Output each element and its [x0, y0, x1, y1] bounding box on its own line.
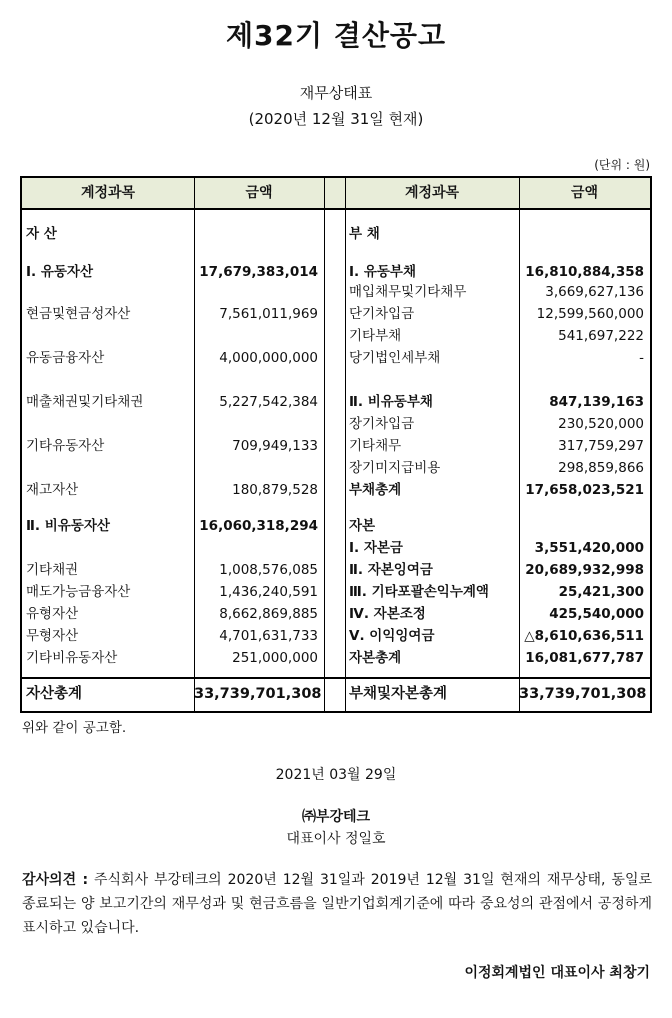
account-amount: 20,689,932,998: [525, 562, 644, 578]
table-row: [22, 626, 650, 646]
account-label: 유형자산: [26, 606, 79, 622]
table-row: [22, 282, 650, 302]
table-row: [22, 560, 650, 580]
header-amount-right: 금액: [570, 185, 599, 201]
account-label: 기타유동자산: [26, 438, 105, 454]
account-label: 무형자산: [26, 628, 79, 644]
account-label: Ⅳ. 자본조정: [349, 606, 426, 622]
account-label: Ⅰ. 자본금: [349, 540, 403, 556]
account-label: 부채총계: [349, 482, 402, 498]
account-amount: 709,949,133: [232, 438, 318, 454]
company-name: ㈜부강테크: [301, 809, 371, 825]
table-row: [22, 262, 650, 282]
account-amount: 230,520,000: [558, 416, 644, 432]
total-assets-label: 자산총계: [26, 686, 83, 702]
account-amount: 4,701,631,733: [219, 628, 318, 644]
account-label: 자 산: [26, 226, 57, 242]
account-amount: -: [639, 350, 644, 366]
header-amount-left: 금액: [245, 185, 273, 201]
account-label: Ⅱ. 비유동부채: [349, 394, 433, 410]
statement-subtitle: 재무상태표: [299, 84, 373, 102]
table-row: [22, 480, 650, 500]
account-label: 기타부채: [349, 328, 402, 344]
table-row: [22, 392, 650, 412]
account-amount: 1,436,240,591: [219, 584, 318, 600]
unit-label: (단위 : 원): [594, 158, 650, 172]
account-label: 기타비유동자산: [26, 650, 118, 666]
account-amount: 425,540,000: [549, 606, 644, 622]
table-row: [22, 224, 650, 244]
account-label: 현금및현금성자산: [26, 306, 131, 322]
account-amount: 17,679,383,014: [199, 264, 318, 280]
table-row: [22, 414, 650, 434]
account-label: 유동금융자산: [26, 350, 105, 366]
account-label: Ⅱ. 비유동자산: [26, 518, 110, 534]
auditor-signature: 이정회계법인 대표이사 최창기: [464, 965, 650, 981]
total-liab-equity-label: 부채및자본총계: [349, 686, 448, 702]
account-label: Ⅲ. 기타포괄손익누계액: [349, 584, 489, 600]
account-label: Ⅴ. 이익잉여금: [349, 628, 435, 644]
header-account-right: 계정과목: [404, 185, 460, 201]
account-label: 매입채무및기타채무: [349, 284, 467, 300]
audit-text: 주식회사 부강테크의 2020년 12월 31일과 2019년 12월 31일 현재의 재무상태, 동일로 종료되는 양 보고기간의 재무성과 및 현금흐름을 일반기업회계기준에 따라 중요성의 관점에서 공정하게 표시하고 있습니다.: [22, 872, 652, 936]
account-amount: 251,000,000: [232, 650, 318, 666]
account-label: 장기차입금: [349, 416, 415, 432]
table-row: [22, 516, 650, 536]
table-row: [22, 648, 650, 668]
account-amount: △8,610,636,511: [524, 628, 644, 644]
totals-divider: [22, 677, 650, 679]
account-amount: 180,879,528: [232, 482, 318, 498]
table-row: [22, 604, 650, 624]
account-label: 당기법인세부채: [349, 350, 441, 366]
audit-label: 감사의견 :: [22, 872, 89, 888]
table-row: [22, 326, 650, 346]
total-assets-value: 33,739,701,308: [194, 686, 322, 702]
total-liab-equity-value: 33,739,701,308: [519, 686, 647, 702]
table-row: [22, 348, 650, 368]
account-amount: 17,658,023,521: [525, 482, 644, 498]
account-label: 자본: [349, 518, 376, 534]
table-row: [22, 304, 650, 324]
table-row: [22, 538, 650, 558]
account-amount: 16,060,318,294: [199, 518, 318, 534]
account-amount: 541,697,222: [558, 328, 644, 344]
account-amount: 8,662,869,885: [219, 606, 318, 622]
account-amount: 1,008,576,085: [219, 562, 318, 578]
account-amount: 5,227,542,384: [219, 394, 318, 410]
account-label: Ⅰ. 유동부채: [349, 264, 417, 280]
account-label: 장기미지급비용: [349, 460, 441, 476]
account-amount: 3,669,627,136: [545, 284, 644, 300]
account-amount: 16,810,884,358: [525, 264, 644, 280]
account-label: Ⅱ. 자본잉여금: [349, 562, 433, 578]
notice-date: 2021년 03월 29일: [275, 767, 397, 783]
account-amount: 4,000,000,000: [219, 350, 318, 366]
account-label: 기타채권: [26, 562, 79, 578]
account-label: 재고자산: [26, 482, 79, 498]
account-amount: 16,081,677,787: [525, 650, 644, 666]
page-title: 제32기 결산공고: [225, 19, 446, 52]
account-amount: 317,759,297: [558, 438, 644, 454]
ceo-name: 대표이사 정일호: [286, 831, 386, 847]
account-label: 자본총계: [349, 650, 402, 666]
table-row: [22, 582, 650, 602]
account-label: 부 채: [349, 226, 380, 242]
account-label: 단기차입금: [349, 306, 415, 322]
account-amount: 7,561,011,969: [219, 306, 318, 322]
account-amount: 3,551,420,000: [534, 540, 644, 556]
account-amount: 25,421,300: [558, 584, 644, 600]
header-account-left: 계정과목: [80, 185, 136, 201]
balance-sheet-table: [20, 176, 652, 713]
account-amount: 847,139,163: [549, 394, 644, 410]
account-label: Ⅰ. 유동자산: [26, 264, 94, 280]
account-amount: 298,859,866: [558, 460, 644, 476]
account-label: 매도가능금융자산: [26, 584, 131, 600]
notice-text: 위와 같이 공고함.: [22, 720, 127, 736]
table-row: [22, 458, 650, 478]
statement-date: (2020년 12월 31일 현재): [248, 110, 424, 128]
account-amount: 12,599,560,000: [536, 306, 644, 322]
audit-opinion: [22, 868, 652, 940]
account-label: 매출채권및기타채권: [26, 394, 144, 410]
table-row: [22, 436, 650, 456]
account-label: 기타채무: [349, 438, 402, 454]
